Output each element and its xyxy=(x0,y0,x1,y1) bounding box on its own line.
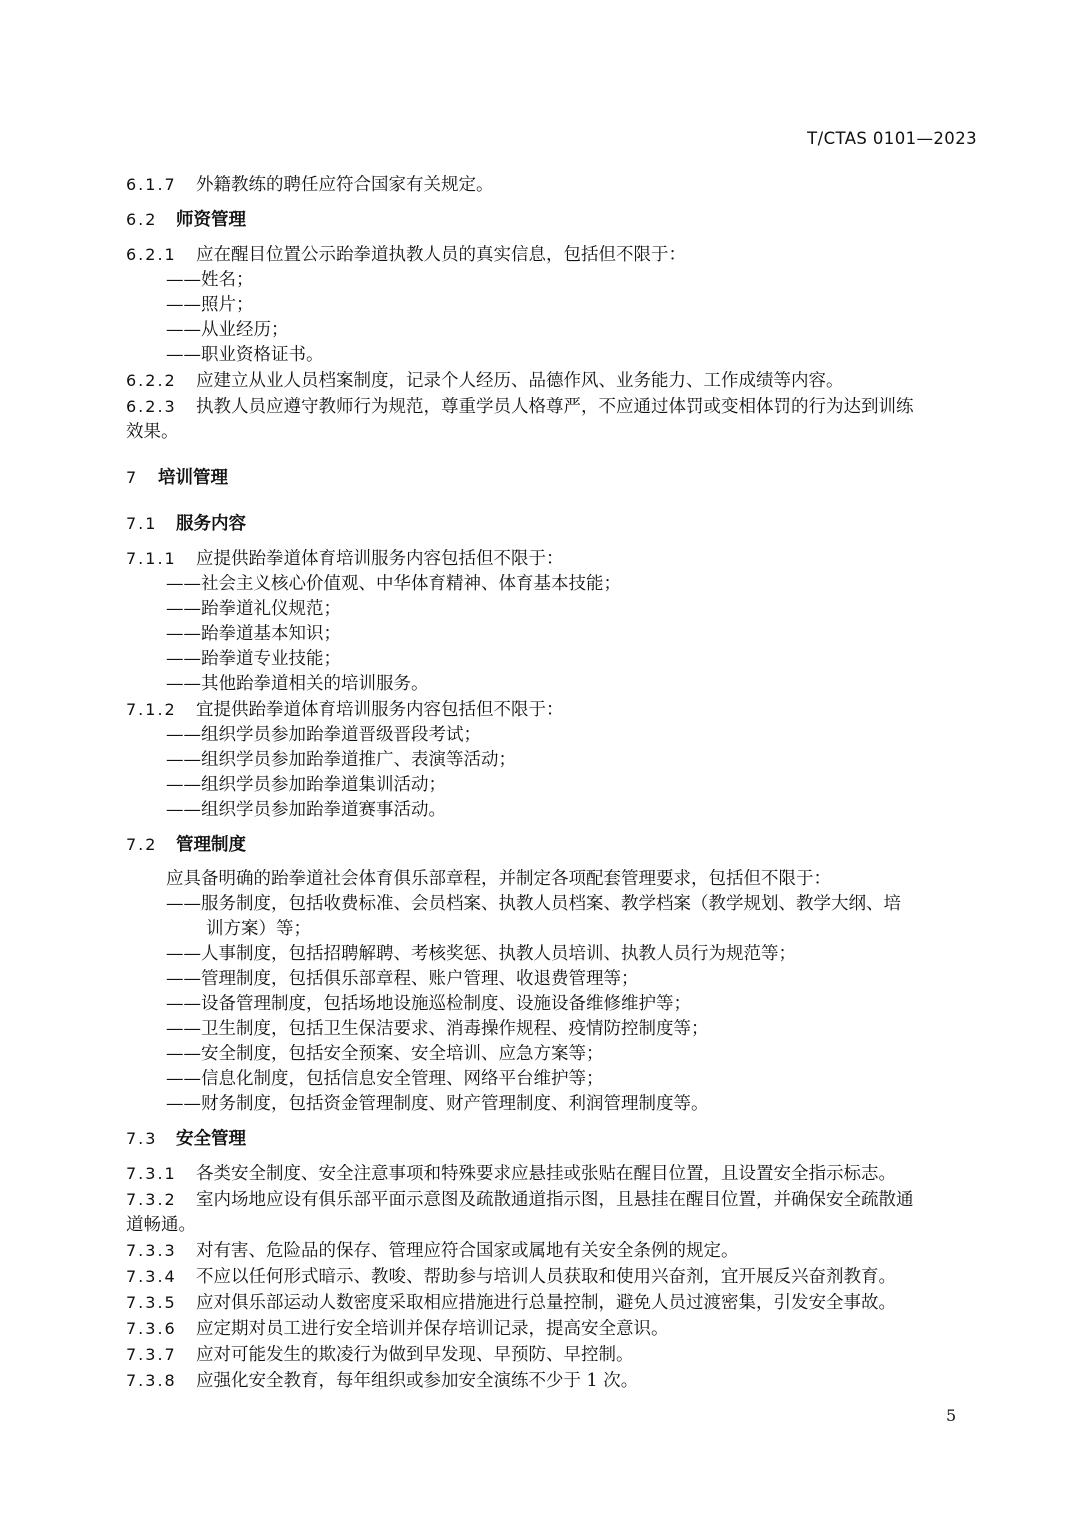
clause-6-2-3: 6.2.3 执教人员应遵守教师行为规范，尊重学员人格尊严，不应通过体罚或变相体罚的行为达到训练 xyxy=(126,397,914,417)
list-item: ——组织学员参加跆拳道推广、表演等活动； xyxy=(166,750,516,770)
list-item: ——管理制度，包括俱乐部章程、账户管理、收退费管理等； xyxy=(166,969,639,989)
clause-7-3-4: 7.3.4 不应以任何形式暗示、教唆、帮助参与培训人员获取和使用兴奋剂，宜开展反兴奋剂教育。 xyxy=(126,1267,896,1287)
list-item-cont: 训方案）等； xyxy=(206,919,311,939)
section-7-2-heading: 7.2 管理制度 xyxy=(126,835,246,855)
clause-7-3-7: 7.3.7 应对可能发生的欺凌行为做到早发现、早预防、早控制。 xyxy=(126,1345,634,1365)
list-item: ——跆拳道专业技能； xyxy=(166,649,341,669)
list-item: ——社会主义核心价值观、中华体育精神、体育基本技能； xyxy=(166,574,621,594)
list-item: ——财务制度，包括资金管理制度、财产管理制度、利润管理制度等。 xyxy=(166,1094,709,1114)
list-item: ——跆拳道基本知识； xyxy=(166,624,341,644)
section-7-heading: 7 培训管理 xyxy=(126,468,228,488)
clause-7-3-2: 7.3.2 室内场地应设有俱乐部平面示意图及疏散通道指示图，且悬挂在醒目位置，并确保安全疏散通 xyxy=(126,1190,914,1210)
list-item: ——照片； xyxy=(166,295,254,315)
list-item: ——从业经历； xyxy=(166,320,289,340)
section-6-2-heading: 6.2 师资管理 xyxy=(126,210,246,230)
clause-6-2-1: 6.2.1 应在醒目位置公示跆拳道执教人员的真实信息，包括但不限于： ——姓名； ——照片； ——从业经历； ——职业资格证书。 xyxy=(126,242,986,368)
list-item: ——设备管理制度，包括场地设施巡检制度、设施设备维修维护等； xyxy=(166,994,691,1014)
page-number: 5 xyxy=(946,1406,957,1425)
standard-code: T/CTAS 0101—2023 xyxy=(807,129,977,148)
clause-7-3-1: 7.3.1 各类安全制度、安全注意事项和特殊要求应悬挂或张贴在醒目位置，且设置安全指示标志。 xyxy=(126,1164,896,1184)
section-7-1-heading: 7.1 服务内容 xyxy=(126,514,246,534)
list-item: ——组织学员参加跆拳道赛事活动。 xyxy=(166,800,446,820)
clause-7-3-5: 7.3.5 应对俱乐部运动人数密度采取相应措施进行总量控制，避免人员过渡密集，引发安全事故。 xyxy=(126,1293,896,1313)
clause-7-1-1: 7.1.1 应提供跆拳道体育培训服务内容包括但不限于： ——社会主义核心价值观、中华体育精神、体育基本技能； ——跆拳道礼仪规范； ——跆拳道基本知识； ——跆拳道专业技能； ——其他跆拳道相关的培训服务。 xyxy=(126,546,986,697)
page-content xyxy=(126,172,986,1394)
clause-7-3-8: 7.3.8 应强化安全教育，每年组织或参加安全演练不少于 1 次。 xyxy=(126,1371,639,1391)
list-item: ——组织学员参加跆拳道晋级晋段考试； xyxy=(166,725,481,745)
clause-6-2-2: 6.2.2 应建立从业人员档案制度，记录个人经历、品德作风、业务能力、工作成绩等内容。 xyxy=(126,371,844,391)
list-item: ——职业资格证书。 xyxy=(166,345,324,365)
list-item: ——卫生制度，包括卫生保洁要求、消毒操作规程、疫情防控制度等； xyxy=(166,1019,709,1039)
section-7-3-body xyxy=(126,1161,986,1394)
clause-6-2-3-cont: 效果。 xyxy=(126,422,179,442)
clause-6-1-7: 6.1.7 外籍教练的聘任应符合国家有关规定。 xyxy=(126,175,494,195)
section-7-3-heading: 7.3 安全管理 xyxy=(126,1129,246,1149)
list-item: ——信息化制度，包括信息安全管理、网络平台维护等； xyxy=(166,1069,604,1089)
list-item: ——服务制度，包括收费标准、会员档案、执教人员档案、教学档案（教学规划、教学大纲、培 xyxy=(166,894,901,914)
clause-7-1-2: 7.1.2 宜提供跆拳道体育培训服务内容包括但不限于： ——组织学员参加跆拳道晋级晋段考试； ——组织学员参加跆拳道推广、表演等活动； ——组织学员参加跆拳道集训活动； ——组织学员参加跆拳道赛事活动。 xyxy=(126,697,986,823)
section-7-2-body xyxy=(126,867,986,1117)
list-item: ——安全制度，包括安全预案、安全培训、应急方案等； xyxy=(166,1044,604,1064)
section-7-2-intro: 应具备明确的跆拳道社会体育俱乐部章程，并制定各项配套管理要求，包括但不限于： xyxy=(166,869,831,889)
list-item: ——其他跆拳道相关的培训服务。 xyxy=(166,674,429,694)
list-item: ——姓名； xyxy=(166,270,254,290)
list-item: ——跆拳道礼仪规范； xyxy=(166,599,341,619)
clause-7-3-2-cont: 道畅通。 xyxy=(126,1215,196,1235)
clause-7-3-3: 7.3.3 对有害、危险品的保存、管理应符合国家或属地有关安全条例的规定。 xyxy=(126,1241,739,1261)
list-item: ——组织学员参加跆拳道集训活动； xyxy=(166,775,446,795)
clause-7-3-6: 7.3.6 应定期对员工进行安全培训并保存培训记录，提高安全意识。 xyxy=(126,1319,669,1339)
list-item: ——人事制度，包括招聘解聘、考核奖惩、执教人员培训、执教人员行为规范等； xyxy=(166,944,796,964)
